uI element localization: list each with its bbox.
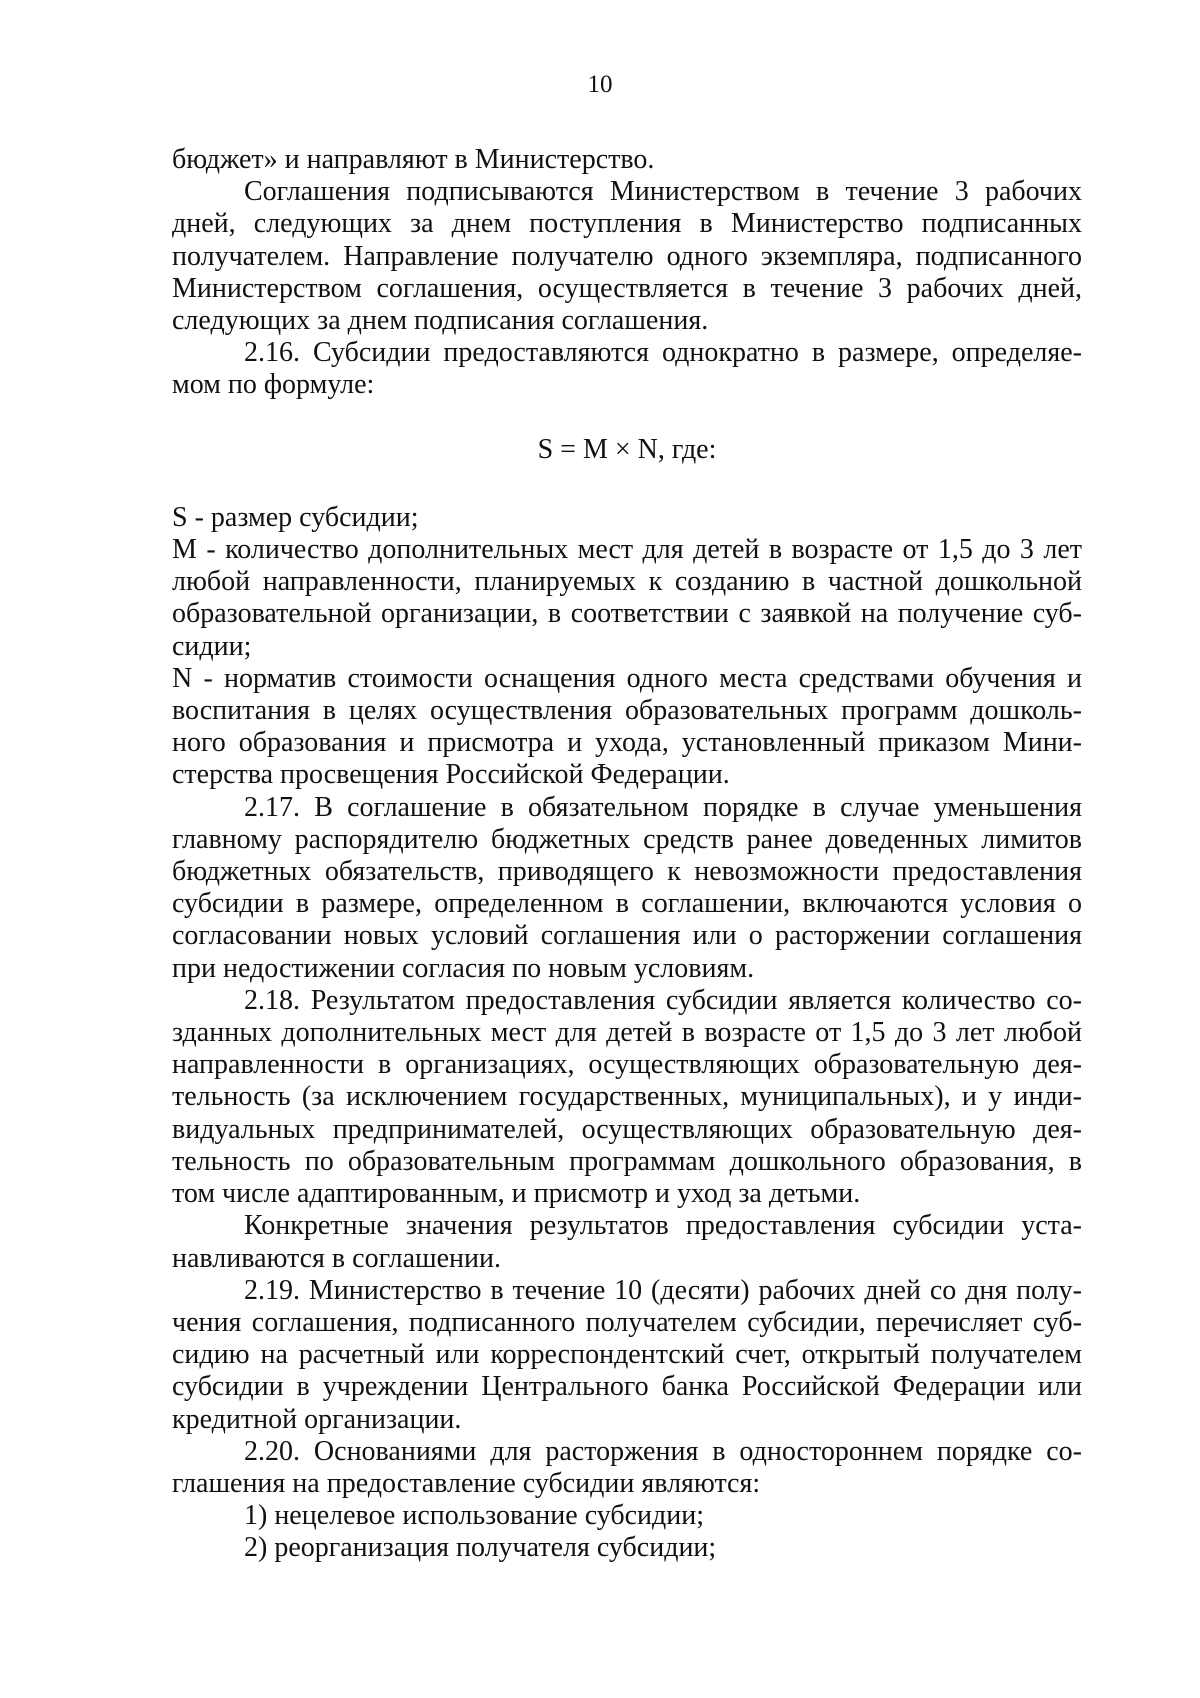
paragraph-2-18: 2.18. Результатом предоставления субсидии является количество созданных дополнительных мест для детей в возрасте от 1,5 до 3 лет любой направленности в организациях, осуществляющих образовательную деятельность (за исключением государственных, муниципальных), и у индивидуальных предпринимателей, осуществляющих образовательную деятельность по образовательным программам дошкольного образования, в том числе адаптированным, и присмотр и уход за детьми. bbox=[172, 984, 1082, 1210]
definition-n: N - норматив стоимости оснащения одного места средствами обучения и воспитания в целях осуществления образовательных программ дошкольного образования и присмотра и ухода, установленный приказом Министерства просвещения Российской Федерации. bbox=[172, 662, 1082, 791]
paragraph-2-16: 2.16. Субсидии предоставляются однократно в размере, определяемом по формуле: bbox=[172, 337, 1082, 401]
list-item-1: 1) нецелевое использование субсидии; bbox=[244, 1500, 705, 1532]
formula: S = M × N, где: bbox=[537, 433, 717, 465]
paragraph-budget-continuation: бюджет» и направляют в Министерство. bbox=[172, 144, 655, 175]
document-body bbox=[172, 144, 1082, 1565]
list-item-2: 2) реорганизация получателя субсидии; bbox=[244, 1532, 717, 1564]
paragraph-2-17: 2.17. В соглашение в обязательном порядке в случае уменьшения главному распорядителю бюджетных средств ранее доведенных лимитов бюджетных обязательств, приводящего к невозможности предоставления субсидии в размере, определенном в соглашении, включаются условия о согласовании новых условий соглашения или о расторжении соглашения при недостижении согласия по новым условиям. bbox=[172, 791, 1082, 984]
paragraph-agreements-signing: Соглашения подписываются Министерством в течение 3 рабочих дней, следующих за днем поступления в Министерство подписанных получателем. Направление получателю одного экземпляра, подписанного Министерством соглашения, осуществляется в течение 3 рабочих дней, следующих за днем подписания соглашения. bbox=[172, 176, 1082, 337]
page-number: 10 bbox=[587, 71, 613, 98]
paragraph-result-values: Конкретные значения результатов предоставления субсидии устанавливаются в соглашении. bbox=[172, 1210, 1082, 1274]
definition-s: S - размер субсидии; bbox=[172, 501, 419, 533]
definition-m: M - количество дополнительных мест для детей в возрасте от 1,5 до 3 лет любой направленности, планируемых к созданию в частной дошкольной образовательной организации, в соответствии с заявкой на получение субсидии; bbox=[172, 534, 1082, 662]
paragraph-2-20: 2.20. Основаниями для расторжения в одностороннем порядке соглашения на предоставление субсидии являются: bbox=[172, 1435, 1082, 1499]
paragraph-2-19: 2.19. Министерство в течение 10 (десяти) рабочих дней со дня получения соглашения, подписанного получателем субсидии, перечисляет субсидию на расчетный или корреспондентский счет, открытый получателем субсидии в учреждении Центрального банка Российской Федерации или кредитной организации. bbox=[172, 1274, 1082, 1435]
